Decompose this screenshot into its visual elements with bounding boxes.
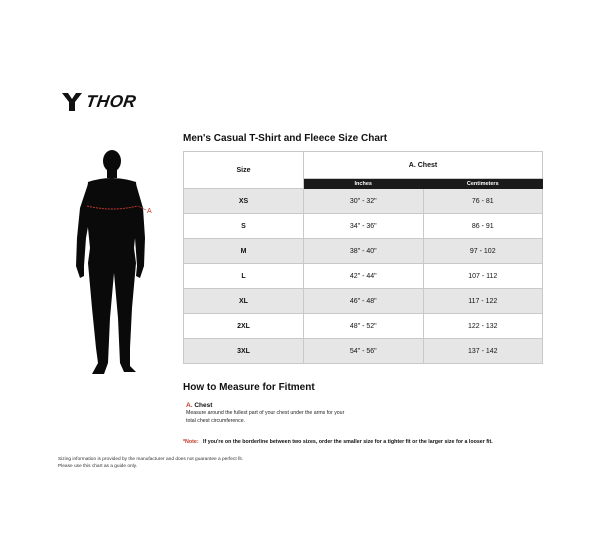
cm-cell: 86 - 91 [423,214,543,239]
size-cell: M [184,239,304,264]
centimeters-header: Centimeters [423,179,543,189]
measure-title: How to Measure for Fitment [183,382,315,393]
chest-header: A. Chest [304,152,543,179]
inches-cell: 34" - 36" [304,214,424,239]
table-row [184,314,543,339]
size-cell: S [184,214,304,239]
size-cell: XL [184,289,304,314]
chest-desc-line: Measure around the fullest part of your chest under the arms for your [186,410,345,416]
chart-title: Men's Casual T-Shirt and Fleece Size Chart [183,133,388,144]
cm-cell: 97 - 102 [423,239,543,264]
cm-cell: 76 - 81 [423,189,543,214]
disclaimer [58,456,243,470]
chest-marker-label: A [147,208,152,215]
thor-logo-icon [62,93,82,111]
table-row [184,264,543,289]
cm-cell: 137 - 142 [423,339,543,364]
inches-cell: 30" - 32" [304,189,424,214]
inches-cell: 54" - 56" [304,339,424,364]
inches-cell: 38" - 40" [304,239,424,264]
size-cell: XS [184,189,304,214]
inches-cell: 48" - 52" [304,314,424,339]
cm-cell: 122 - 132 [423,314,543,339]
table-row [184,339,543,364]
size-header: Size [184,152,304,189]
note-label: *Note: [183,439,199,445]
sizing-note [183,439,493,445]
note-text: If you're on the borderline between two sizes, order the smaller size for a tighter fit or the larger size for a looser fit. [203,439,493,445]
disclaimer-line: Please use this chart as a guide only. [58,464,138,469]
chest-label: Chest [194,402,213,409]
size-cell: L [184,264,304,289]
inches-cell: 42" - 44" [304,264,424,289]
brand-logo [62,92,136,112]
cm-cell: 107 - 112 [423,264,543,289]
chest-desc-line: total chest circumference. [186,417,246,424]
disclaimer-line: Sizing information is provided by the manufacturer and does not guarantee a perfect fit. [58,457,244,462]
size-cell: 3XL [184,339,304,364]
size-cell: 2XL [184,314,304,339]
inches-cell: 46" - 48" [304,289,424,314]
brand-name: THOR [84,92,138,111]
table-row [184,239,543,264]
cm-cell: 117 - 122 [423,289,543,314]
table-row [184,289,543,314]
chest-measure-label [186,402,212,409]
chest-measure-description [186,410,376,425]
table-row [184,189,543,214]
table-row [184,214,543,239]
inches-header: Inches [304,179,424,189]
body-silhouette-figure [70,148,160,388]
chest-letter: A. [186,402,193,409]
size-table [183,151,543,364]
